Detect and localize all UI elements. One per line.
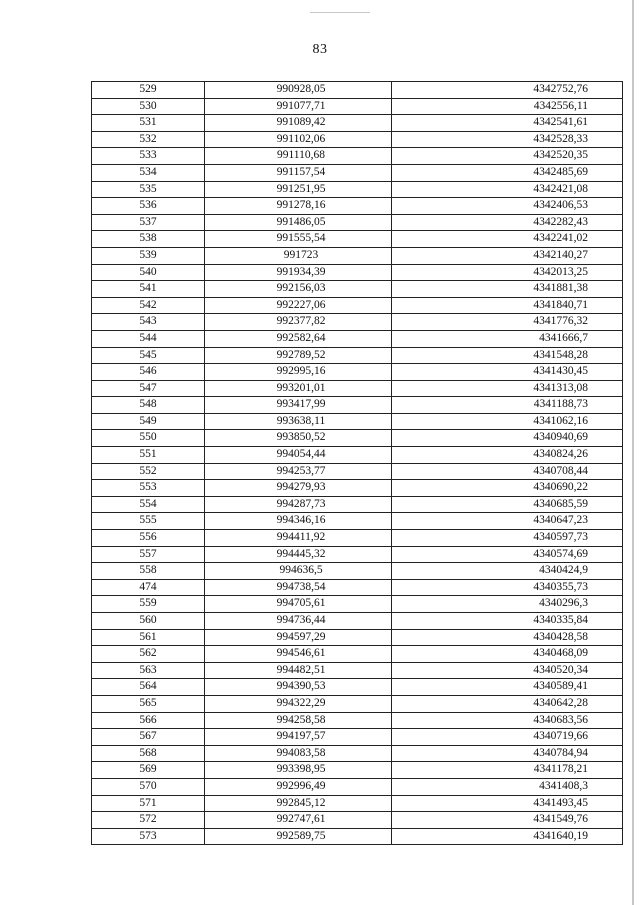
table-row <box>92 82 623 99</box>
point-number-cell: 539 <box>92 247 205 264</box>
coordinates-table-body <box>92 82 623 845</box>
point-number-cell: 556 <box>92 530 205 547</box>
x-coordinate-cell: 990928,05 <box>205 82 392 99</box>
table-row <box>92 646 623 663</box>
point-number-cell: 563 <box>92 662 205 679</box>
y-coordinate-cell: 4341881,38 <box>392 281 623 298</box>
point-number-cell: 565 <box>92 695 205 712</box>
table-row <box>92 264 623 281</box>
x-coordinate-cell: 994445,32 <box>205 546 392 563</box>
point-number-cell: 548 <box>92 397 205 414</box>
table-row <box>92 546 623 563</box>
y-coordinate-cell: 4341549,76 <box>392 812 623 829</box>
x-coordinate-cell: 991251,95 <box>205 181 392 198</box>
table-row <box>92 115 623 132</box>
table-row <box>92 513 623 530</box>
y-coordinate-cell: 4340335,84 <box>392 613 623 630</box>
y-coordinate-cell: 4340685,59 <box>392 496 623 513</box>
x-coordinate-cell: 993638,11 <box>205 413 392 430</box>
point-number-cell: 549 <box>92 413 205 430</box>
table-row <box>92 347 623 364</box>
y-coordinate-cell: 4342528,33 <box>392 131 623 148</box>
x-coordinate-cell: 991486,05 <box>205 214 392 231</box>
point-number-cell: 550 <box>92 430 205 447</box>
y-coordinate-cell: 4340647,23 <box>392 513 623 530</box>
point-number-cell: 547 <box>92 380 205 397</box>
x-coordinate-cell: 994482,51 <box>205 662 392 679</box>
x-coordinate-cell: 992582,64 <box>205 330 392 347</box>
y-coordinate-cell: 4342485,69 <box>392 164 623 181</box>
x-coordinate-cell: 992589,75 <box>205 828 392 845</box>
table-row <box>92 712 623 729</box>
y-coordinate-cell: 4342520,35 <box>392 148 623 165</box>
y-coordinate-cell: 4341493,45 <box>392 795 623 812</box>
x-coordinate-cell: 994322,29 <box>205 695 392 712</box>
y-coordinate-cell: 4341840,71 <box>392 297 623 314</box>
x-coordinate-cell: 992227,06 <box>205 297 392 314</box>
x-coordinate-cell: 994346,16 <box>205 513 392 530</box>
x-coordinate-cell: 994411,92 <box>205 530 392 547</box>
table-row <box>92 596 623 613</box>
point-number-cell: 530 <box>92 98 205 115</box>
scan-artifact-right-edge <box>632 0 634 905</box>
point-number-cell: 544 <box>92 330 205 347</box>
table-row <box>92 198 623 215</box>
y-coordinate-cell: 4340424,9 <box>392 563 623 580</box>
table-row <box>92 480 623 497</box>
x-coordinate-cell: 991278,16 <box>205 198 392 215</box>
point-number-cell: 571 <box>92 795 205 812</box>
y-coordinate-cell: 4341062,16 <box>392 413 623 430</box>
table-row <box>92 613 623 630</box>
x-coordinate-cell: 994197,57 <box>205 729 392 746</box>
y-coordinate-cell: 4340784,94 <box>392 745 623 762</box>
y-coordinate-cell: 4340597,73 <box>392 530 623 547</box>
y-coordinate-cell: 4342752,76 <box>392 82 623 99</box>
table-row <box>92 164 623 181</box>
y-coordinate-cell: 4340520,34 <box>392 662 623 679</box>
table-row <box>92 662 623 679</box>
table-row <box>92 364 623 381</box>
point-number-cell: 566 <box>92 712 205 729</box>
y-coordinate-cell: 4340428,58 <box>392 629 623 646</box>
y-coordinate-cell: 4341548,28 <box>392 347 623 364</box>
point-number-cell: 534 <box>92 164 205 181</box>
point-number-cell: 569 <box>92 762 205 779</box>
x-coordinate-cell: 994054,44 <box>205 447 392 464</box>
x-coordinate-cell: 992156,03 <box>205 281 392 298</box>
x-coordinate-cell: 992995,16 <box>205 364 392 381</box>
point-number-cell: 555 <box>92 513 205 530</box>
point-number-cell: 531 <box>92 115 205 132</box>
point-number-cell: 543 <box>92 314 205 331</box>
y-coordinate-cell: 4340589,41 <box>392 679 623 696</box>
x-coordinate-cell: 991102,06 <box>205 131 392 148</box>
point-number-cell: 536 <box>92 198 205 215</box>
point-number-cell: 559 <box>92 596 205 613</box>
point-number-cell: 533 <box>92 148 205 165</box>
table-row <box>92 496 623 513</box>
y-coordinate-cell: 4340355,73 <box>392 579 623 596</box>
table-row <box>92 795 623 812</box>
x-coordinate-cell: 993417,99 <box>205 397 392 414</box>
table-row <box>92 430 623 447</box>
y-coordinate-cell: 4341430,45 <box>392 364 623 381</box>
y-coordinate-cell: 4340296,3 <box>392 596 623 613</box>
point-number-cell: 557 <box>92 546 205 563</box>
y-coordinate-cell: 4341188,73 <box>392 397 623 414</box>
y-coordinate-cell: 4341178,21 <box>392 762 623 779</box>
point-number-cell: 474 <box>92 579 205 596</box>
y-coordinate-cell: 4342556,11 <box>392 98 623 115</box>
y-coordinate-cell: 4342282,43 <box>392 214 623 231</box>
x-coordinate-cell: 991157,54 <box>205 164 392 181</box>
x-coordinate-cell: 992789,52 <box>205 347 392 364</box>
point-number-cell: 529 <box>92 82 205 99</box>
point-number-cell: 532 <box>92 131 205 148</box>
x-coordinate-cell: 993201,01 <box>205 380 392 397</box>
table-row <box>92 397 623 414</box>
point-number-cell: 567 <box>92 729 205 746</box>
x-coordinate-cell: 994390,53 <box>205 679 392 696</box>
coordinates-table <box>91 81 623 845</box>
table-row <box>92 778 623 795</box>
y-coordinate-cell: 4342013,25 <box>392 264 623 281</box>
table-row <box>92 247 623 264</box>
table-row <box>92 679 623 696</box>
y-coordinate-cell: 4340683,56 <box>392 712 623 729</box>
y-coordinate-cell: 4341640,19 <box>392 828 623 845</box>
table-row <box>92 148 623 165</box>
y-coordinate-cell: 4340824,26 <box>392 447 623 464</box>
y-coordinate-cell: 4341313,08 <box>392 380 623 397</box>
point-number-cell: 554 <box>92 496 205 513</box>
y-coordinate-cell: 4340708,44 <box>392 463 623 480</box>
y-coordinate-cell: 4342140,27 <box>392 247 623 264</box>
x-coordinate-cell: 994738,54 <box>205 579 392 596</box>
point-number-cell: 572 <box>92 812 205 829</box>
y-coordinate-cell: 4342541,61 <box>392 115 623 132</box>
y-coordinate-cell: 4340468,09 <box>392 646 623 663</box>
point-number-cell: 552 <box>92 463 205 480</box>
table-row <box>92 314 623 331</box>
point-number-cell: 535 <box>92 181 205 198</box>
table-row <box>92 380 623 397</box>
table-row <box>92 231 623 248</box>
table-row <box>92 214 623 231</box>
x-coordinate-cell: 991077,71 <box>205 98 392 115</box>
x-coordinate-cell: 994083,58 <box>205 745 392 762</box>
x-coordinate-cell: 992377,82 <box>205 314 392 331</box>
table-row <box>92 413 623 430</box>
point-number-cell: 541 <box>92 281 205 298</box>
y-coordinate-cell: 4340690,22 <box>392 480 623 497</box>
point-number-cell: 560 <box>92 613 205 630</box>
x-coordinate-cell: 991555,54 <box>205 231 392 248</box>
x-coordinate-cell: 992845,12 <box>205 795 392 812</box>
y-coordinate-cell: 4342241,02 <box>392 231 623 248</box>
table-row <box>92 447 623 464</box>
x-coordinate-cell: 993850,52 <box>205 430 392 447</box>
table-row <box>92 629 623 646</box>
y-coordinate-cell: 4341776,32 <box>392 314 623 331</box>
point-number-cell: 561 <box>92 629 205 646</box>
point-number-cell: 558 <box>92 563 205 580</box>
table-row <box>92 579 623 596</box>
x-coordinate-cell: 994279,93 <box>205 480 392 497</box>
point-number-cell: 540 <box>92 264 205 281</box>
table-row <box>92 695 623 712</box>
y-coordinate-cell: 4340642,28 <box>392 695 623 712</box>
x-coordinate-cell: 994546,61 <box>205 646 392 663</box>
table-row <box>92 181 623 198</box>
point-number-cell: 538 <box>92 231 205 248</box>
table-row <box>92 281 623 298</box>
x-coordinate-cell: 992747,61 <box>205 812 392 829</box>
x-coordinate-cell: 991110,68 <box>205 148 392 165</box>
x-coordinate-cell: 994736,44 <box>205 613 392 630</box>
point-number-cell: 542 <box>92 297 205 314</box>
table-row <box>92 463 623 480</box>
x-coordinate-cell: 994253,77 <box>205 463 392 480</box>
point-number-cell: 553 <box>92 480 205 497</box>
x-coordinate-cell: 991723 <box>205 247 392 264</box>
table-row <box>92 563 623 580</box>
y-coordinate-cell: 4341408,3 <box>392 778 623 795</box>
point-number-cell: 570 <box>92 778 205 795</box>
point-number-cell: 573 <box>92 828 205 845</box>
point-number-cell: 562 <box>92 646 205 663</box>
y-coordinate-cell: 4340574,69 <box>392 546 623 563</box>
x-coordinate-cell: 994597,29 <box>205 629 392 646</box>
x-coordinate-cell: 994287,73 <box>205 496 392 513</box>
table-row <box>92 812 623 829</box>
table-row <box>92 745 623 762</box>
table-row <box>92 729 623 746</box>
point-number-cell: 537 <box>92 214 205 231</box>
x-coordinate-cell: 991934,39 <box>205 264 392 281</box>
x-coordinate-cell: 992996,49 <box>205 778 392 795</box>
table-row <box>92 530 623 547</box>
table-row <box>92 828 623 845</box>
point-number-cell: 568 <box>92 745 205 762</box>
x-coordinate-cell: 994636,5 <box>205 563 392 580</box>
page-number: 83 <box>312 42 328 57</box>
x-coordinate-cell: 994258,58 <box>205 712 392 729</box>
x-coordinate-cell: 993398,95 <box>205 762 392 779</box>
table-row <box>92 297 623 314</box>
table-row <box>92 131 623 148</box>
point-number-cell: 564 <box>92 679 205 696</box>
y-coordinate-cell: 4340719,66 <box>392 729 623 746</box>
y-coordinate-cell: 4342406,53 <box>392 198 623 215</box>
point-number-cell: 545 <box>92 347 205 364</box>
scan-artifact-top <box>310 12 370 13</box>
point-number-cell: 546 <box>92 364 205 381</box>
y-coordinate-cell: 4340940,69 <box>392 430 623 447</box>
table-row <box>92 98 623 115</box>
x-coordinate-cell: 994705,61 <box>205 596 392 613</box>
point-number-cell: 551 <box>92 447 205 464</box>
y-coordinate-cell: 4341666,7 <box>392 330 623 347</box>
coordinates-table-container <box>91 81 622 845</box>
table-row <box>92 330 623 347</box>
x-coordinate-cell: 991089,42 <box>205 115 392 132</box>
table-row <box>92 762 623 779</box>
y-coordinate-cell: 4342421,08 <box>392 181 623 198</box>
